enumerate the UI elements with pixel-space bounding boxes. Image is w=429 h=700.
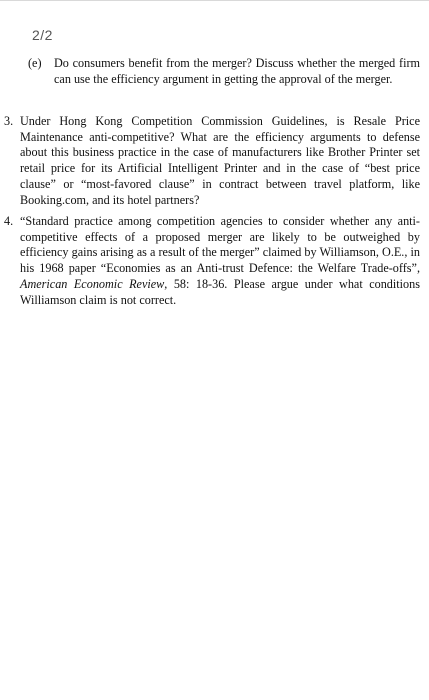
question-3-marker: 3.	[4, 114, 14, 128]
question-3-text: Under Hong Kong Competition Commission Guidelines, is Resale Price Maintenance anti-competitive? What are the efficiency arguments to defense about this business practice in the case of manufacturers like Brother Printer set retail price for its Artificial Intelligent Printer and in the case of “best price clause” or “most-favored clause” in contract between travel platform, like Booking.com, and its hotel partners?	[20, 114, 420, 207]
question-4-marker: 4.	[4, 214, 14, 228]
question-e-text: Do consumers benefit from the merger? Discuss whether the merged firm can use the efficiency argument in getting the approval of the merger.	[54, 56, 420, 86]
question-4-text	[20, 214, 420, 308]
journal-title: American Economic Review	[20, 276, 165, 291]
question-4-text-part1: “Standard practice among competition agencies to consider whether any anti-competitive effects of a proposed merger are likely to be outweighed by efficiency gains arising as a result of the merger” claimed by Williamson, O.E., in his 1968 paper “Economies as an Anti-trust Defence: the Welfare Trade-offs”,	[20, 214, 420, 276]
question-e-marker: (e)	[28, 56, 42, 70]
top-divider	[0, 0, 429, 1]
question-4-text-part2: , 58: 18-36. Please argue under what conditions Williamson claim is not correct.	[20, 276, 420, 307]
page-counter: 2/2	[32, 27, 53, 43]
